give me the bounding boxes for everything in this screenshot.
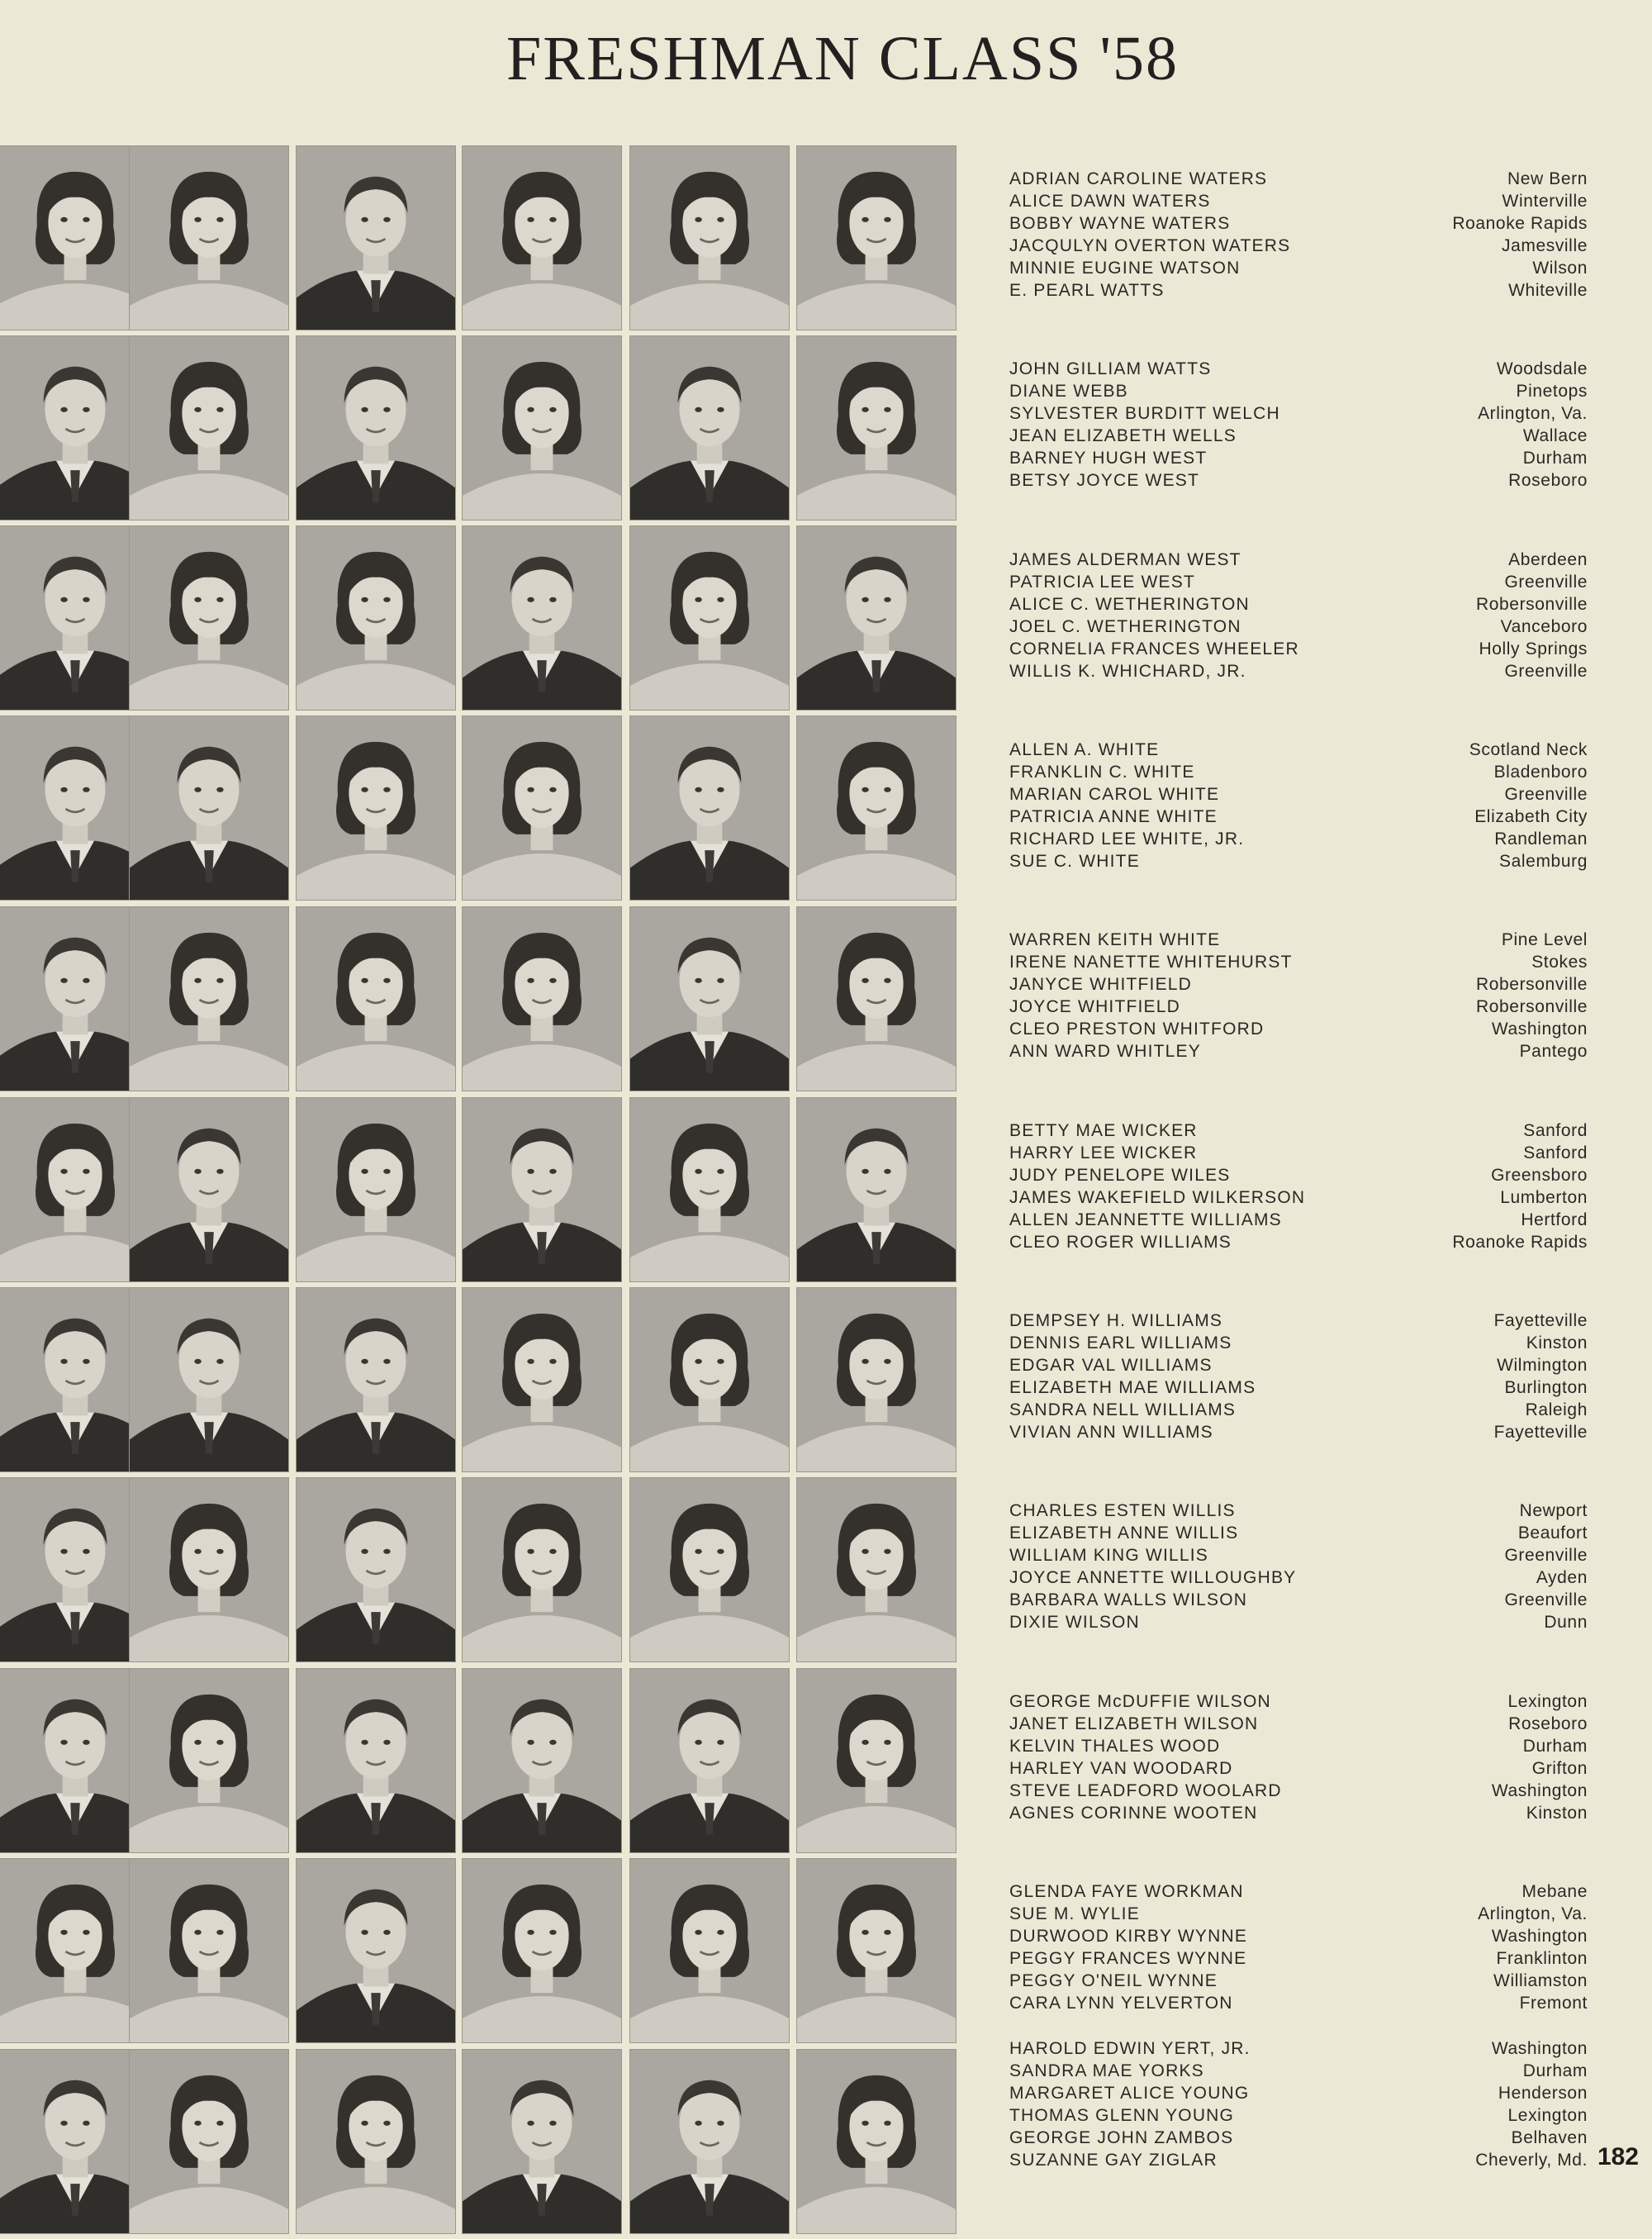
- student-name: CHARLES ESTEN WILLIS: [1009, 1501, 1236, 1520]
- student-name: SUE M. WYLIE: [1009, 1904, 1140, 1923]
- student-name: HARLEY VAN WOODARD: [1009, 1759, 1233, 1778]
- list-item: [1009, 425, 1588, 447]
- list-item: [1009, 1713, 1588, 1735]
- student-portrait: [629, 145, 790, 330]
- list-item: [1009, 1970, 1588, 1992]
- student-name: JOYCE ANNETTE WILLOUGHBY: [1009, 1568, 1297, 1587]
- student-hometown: Fayetteville: [1493, 1423, 1588, 1442]
- student-hometown: Greenville: [1504, 1590, 1588, 1609]
- student-hometown: Winterville: [1502, 192, 1588, 211]
- student-name: ALICE DAWN WATERS: [1009, 192, 1211, 211]
- student-name: JUDY PENELOPE WILES: [1009, 1166, 1231, 1185]
- list-item: [1009, 1399, 1588, 1421]
- student-name: BARBARA WALLS WILSON: [1009, 1590, 1248, 1609]
- list-item: [1009, 1376, 1588, 1399]
- student-hometown: Hertford: [1521, 1210, 1588, 1229]
- student-portrait: [129, 335, 289, 521]
- student-name: JOYCE WHITFIELD: [1009, 997, 1181, 1016]
- list-item: [1009, 806, 1588, 828]
- name-group: [1009, 358, 1588, 548]
- list-item: [1009, 1421, 1588, 1443]
- list-item: [1009, 2127, 1588, 2149]
- student-name: GLENDA FAYE WORKMAN: [1009, 1882, 1244, 1901]
- student-portrait: [296, 2049, 456, 2234]
- page-number: 182: [1597, 2143, 1639, 2170]
- list-item: [1009, 2060, 1588, 2082]
- list-item: [1009, 1947, 1588, 1970]
- portrait-row: [0, 145, 966, 335]
- student-portrait: [129, 906, 289, 1091]
- student-hometown: Bladenboro: [1493, 763, 1588, 782]
- student-portrait: [796, 1287, 957, 1472]
- student-portrait: [796, 525, 957, 711]
- student-name: GEORGE JOHN ZAMBOS: [1009, 2128, 1234, 2147]
- list-item: [1009, 1310, 1588, 1332]
- student-name: WILLIAM KING WILLIS: [1009, 1546, 1209, 1565]
- student-hometown: Roseboro: [1508, 1714, 1588, 1733]
- list-item: [1009, 1992, 1588, 2014]
- list-item: [1009, 593, 1588, 616]
- student-hometown: Kinston: [1526, 1333, 1588, 1352]
- student-name: SANDRA MAE YORKS: [1009, 2061, 1204, 2080]
- student-hometown: Holly Springs: [1479, 639, 1588, 658]
- student-hometown: Robersonville: [1475, 595, 1588, 614]
- portrait-row: [0, 2049, 966, 2239]
- name-group: [1009, 929, 1588, 1119]
- list-item: [1009, 929, 1588, 951]
- portrait-row: [0, 715, 966, 906]
- student-name: ELIZABETH ANNE WILLIS: [1009, 1524, 1239, 1543]
- student-portrait: [462, 1477, 622, 1662]
- student-portrait: [629, 1097, 790, 1282]
- list-item: [1009, 761, 1588, 783]
- list-item: [1009, 571, 1588, 593]
- name-group: [1009, 168, 1588, 358]
- student-portrait: [296, 335, 456, 521]
- student-portrait: [129, 1287, 289, 1472]
- student-hometown: Scotland Neck: [1469, 740, 1588, 759]
- student-hometown: Raleigh: [1525, 1400, 1588, 1419]
- student-hometown: Burlington: [1504, 1378, 1588, 1397]
- student-name: ALLEN A. WHITE: [1009, 740, 1160, 759]
- student-name: MARIAN CAROL WHITE: [1009, 785, 1220, 804]
- student-name: PEGGY O'NEIL WYNNE: [1009, 1971, 1218, 1990]
- student-hometown: Washington: [1491, 1927, 1588, 1946]
- student-portrait: [462, 1858, 622, 2043]
- student-portrait: [129, 2049, 289, 2234]
- name-group: [1009, 549, 1588, 739]
- student-name: JEAN ELIZABETH WELLS: [1009, 426, 1237, 445]
- student-portrait: [796, 2049, 957, 2234]
- list-item: [1009, 1735, 1588, 1757]
- student-name: E. PEARL WATTS: [1009, 281, 1165, 300]
- student-portrait: [796, 145, 957, 330]
- student-name: JAMES WAKEFIELD WILKERSON: [1009, 1188, 1306, 1207]
- student-hometown: Arlington, Va.: [1478, 1904, 1588, 1923]
- student-portrait: [296, 715, 456, 901]
- student-hometown: Washington: [1491, 2039, 1588, 2058]
- student-name: SUE C. WHITE: [1009, 852, 1140, 871]
- student-portrait: [629, 1477, 790, 1662]
- student-name: BOBBY WAYNE WATERS: [1009, 214, 1231, 233]
- list-item: [1009, 1231, 1588, 1253]
- list-item: [1009, 2149, 1588, 2171]
- student-name: CARA LYNN YELVERTON: [1009, 1994, 1233, 2013]
- student-name: SYLVESTER BURDITT WELCH: [1009, 404, 1280, 423]
- list-item: [1009, 1544, 1588, 1566]
- student-portrait: [129, 1477, 289, 1662]
- student-hometown: Roseboro: [1508, 471, 1588, 490]
- name-group: [1009, 1500, 1588, 1690]
- student-hometown: Durham: [1522, 1737, 1588, 1756]
- student-portrait: [296, 145, 456, 330]
- list-item: [1009, 850, 1588, 872]
- student-portrait: [296, 1858, 456, 2043]
- student-hometown: Sanford: [1523, 1121, 1588, 1140]
- list-item: [1009, 1589, 1588, 1611]
- student-portrait: [462, 2049, 622, 2234]
- student-portrait: [462, 906, 622, 1091]
- list-item: [1009, 1040, 1588, 1062]
- student-name: WARREN KEITH WHITE: [1009, 930, 1221, 949]
- list-item: [1009, 1120, 1588, 1142]
- student-portrait: [629, 2049, 790, 2234]
- student-hometown: Pantego: [1519, 1042, 1588, 1061]
- student-hometown: Durham: [1522, 2061, 1588, 2080]
- student-hometown: Lexington: [1507, 2106, 1588, 2125]
- student-hometown: Robersonville: [1475, 975, 1588, 994]
- student-name: JAMES ALDERMAN WEST: [1009, 550, 1241, 569]
- list-item: [1009, 190, 1588, 212]
- list-item: [1009, 739, 1588, 761]
- student-hometown: Kinston: [1526, 1804, 1588, 1823]
- name-group: [1009, 2037, 1588, 2227]
- student-hometown: Greenville: [1504, 1546, 1588, 1565]
- student-hometown: Roanoke Rapids: [1452, 1233, 1588, 1252]
- student-portrait: [129, 525, 289, 711]
- portrait-row: [0, 1668, 966, 1858]
- student-hometown: Belhaven: [1511, 2128, 1588, 2147]
- student-hometown: Ayden: [1536, 1568, 1588, 1587]
- student-hometown: Wallace: [1522, 426, 1588, 445]
- student-name: DIANE WEBB: [1009, 382, 1128, 401]
- name-group: [1009, 739, 1588, 929]
- student-name: BARNEY HUGH WEST: [1009, 449, 1208, 468]
- list-item: [1009, 660, 1588, 682]
- student-name: AGNES CORINNE WOOTEN: [1009, 1804, 1258, 1823]
- student-portrait: [796, 1668, 957, 1853]
- student-portrait: [629, 1668, 790, 1853]
- student-portrait: [296, 1477, 456, 1662]
- list-item: [1009, 1209, 1588, 1231]
- list-item: [1009, 380, 1588, 402]
- portrait-row: [0, 525, 966, 715]
- student-portrait: [796, 1858, 957, 2043]
- list-item: [1009, 1142, 1588, 1164]
- student-name: BETTY MAE WICKER: [1009, 1121, 1198, 1140]
- list-item: [1009, 1522, 1588, 1544]
- student-name: CLEO ROGER WILLIAMS: [1009, 1233, 1232, 1252]
- list-item: [1009, 2082, 1588, 2104]
- student-name: THOMAS GLENN YOUNG: [1009, 2106, 1235, 2125]
- list-item: [1009, 549, 1588, 571]
- list-item: [1009, 1611, 1588, 1633]
- student-hometown: Greenville: [1504, 573, 1588, 592]
- student-name: ELIZABETH MAE WILLIAMS: [1009, 1378, 1256, 1397]
- student-portrait: [462, 525, 622, 711]
- student-hometown: Dunn: [1544, 1613, 1588, 1632]
- student-hometown: Salemburg: [1499, 852, 1588, 871]
- student-portrait: [129, 1097, 289, 1282]
- student-name: VIVIAN ANN WILLIAMS: [1009, 1423, 1213, 1442]
- student-portrait: [129, 1668, 289, 1853]
- student-hometown: Pine Level: [1501, 930, 1588, 949]
- student-name: FRANKLIN C. WHITE: [1009, 763, 1195, 782]
- student-portrait: [629, 335, 790, 521]
- list-item: [1009, 279, 1588, 302]
- list-item: [1009, 1164, 1588, 1186]
- portrait-row: [0, 1287, 966, 1477]
- student-portrait: [796, 335, 957, 521]
- portrait-row: [0, 1097, 966, 1287]
- student-name: ALLEN JEANNETTE WILLIAMS: [1009, 1210, 1282, 1229]
- list-item: [1009, 358, 1588, 380]
- list-item: [1009, 828, 1588, 850]
- student-portrait: [629, 525, 790, 711]
- student-name: MARGARET ALICE YOUNG: [1009, 2084, 1250, 2103]
- student-hometown: Lexington: [1507, 1692, 1588, 1711]
- student-name: JANYCE WHITFIELD: [1009, 975, 1193, 994]
- student-name: WILLIS K. WHICHARD, JR.: [1009, 662, 1246, 681]
- list-item: [1009, 1880, 1588, 1903]
- student-name: JOEL C. WETHERINGTON: [1009, 617, 1241, 636]
- list-item: [1009, 2037, 1588, 2060]
- student-name: EDGAR VAL WILLIAMS: [1009, 1356, 1213, 1375]
- student-hometown: Sanford: [1523, 1143, 1588, 1162]
- page-title: FRESHMAN CLASS '58: [506, 24, 1180, 93]
- list-item: [1009, 1903, 1588, 1925]
- student-name: DEMPSEY H. WILLIAMS: [1009, 1311, 1223, 1330]
- student-hometown: Williamston: [1493, 1971, 1588, 1990]
- student-hometown: Fremont: [1519, 1994, 1588, 2013]
- list-item: [1009, 469, 1588, 492]
- student-name: HAROLD EDWIN YERT, JR.: [1009, 2039, 1251, 2058]
- student-name: CORNELIA FRANCES WHEELER: [1009, 639, 1299, 658]
- student-name: SANDRA NELL WILLIAMS: [1009, 1400, 1237, 1419]
- list-item: [1009, 951, 1588, 973]
- name-group: [1009, 1690, 1588, 1880]
- list-item: [1009, 1018, 1588, 1040]
- student-portrait: [796, 1477, 957, 1662]
- student-name: JACQULYN OVERTON WATERS: [1009, 236, 1291, 255]
- student-hometown: Wilmington: [1497, 1356, 1588, 1375]
- portrait-row: [0, 335, 966, 525]
- student-portrait: [129, 1858, 289, 2043]
- student-portrait: [796, 715, 957, 901]
- student-hometown: Beaufort: [1517, 1524, 1588, 1543]
- student-hometown: Greenville: [1504, 662, 1588, 681]
- student-name: DENNIS EARL WILLIAMS: [1009, 1333, 1232, 1352]
- student-name: IRENE NANETTE WHITEHURST: [1009, 953, 1293, 972]
- student-hometown: Randleman: [1494, 830, 1588, 849]
- portrait-row: [0, 1858, 966, 2048]
- student-portrait: [296, 1668, 456, 1853]
- student-portrait: [296, 1287, 456, 1472]
- student-name: PEGGY FRANCES WYNNE: [1009, 1949, 1247, 1968]
- student-hometown: Franklinton: [1496, 1949, 1588, 1968]
- portrait-row: [0, 1477, 966, 1667]
- student-portrait: [296, 906, 456, 1091]
- student-hometown: Greenville: [1504, 785, 1588, 804]
- student-portrait: [629, 906, 790, 1091]
- list-item: [1009, 257, 1588, 279]
- list-item: [1009, 1186, 1588, 1209]
- student-hometown: Lumberton: [1500, 1188, 1588, 1207]
- list-item: [1009, 1354, 1588, 1376]
- student-hometown: Vanceboro: [1500, 617, 1588, 636]
- list-item: [1009, 1802, 1588, 1824]
- student-portrait: [796, 906, 957, 1091]
- list-item: [1009, 973, 1588, 996]
- list-item: [1009, 402, 1588, 425]
- student-name: STEVE LEADFORD WOOLARD: [1009, 1781, 1282, 1800]
- student-portrait: [296, 525, 456, 711]
- student-portrait: [796, 1097, 957, 1282]
- student-hometown: Woodsdale: [1496, 359, 1588, 378]
- student-hometown: Mebane: [1521, 1882, 1588, 1901]
- student-hometown: Wilson: [1532, 259, 1588, 278]
- student-name: SUZANNE GAY ZIGLAR: [1009, 2151, 1218, 2170]
- student-name: RICHARD LEE WHITE, JR.: [1009, 830, 1245, 849]
- student-portrait: [462, 1097, 622, 1282]
- student-portrait: [462, 335, 622, 521]
- student-hometown: Pinetops: [1516, 382, 1588, 401]
- student-hometown: Washington: [1491, 1020, 1588, 1039]
- list-item: [1009, 1500, 1588, 1522]
- student-hometown: Arlington, Va.: [1478, 404, 1588, 423]
- student-hometown: Aberdeen: [1508, 550, 1588, 569]
- list-item: [1009, 616, 1588, 638]
- student-hometown: Cheverly, Md.: [1475, 2151, 1588, 2170]
- student-hometown: Henderson: [1498, 2084, 1588, 2103]
- student-name: MINNIE EUGINE WATSON: [1009, 259, 1241, 278]
- student-name: HARRY LEE WICKER: [1009, 1143, 1198, 1162]
- student-portrait: [129, 145, 289, 330]
- student-portrait: [462, 1668, 622, 1853]
- portrait-row: [0, 906, 966, 1096]
- list-item: [1009, 783, 1588, 806]
- list-item: [1009, 212, 1588, 235]
- student-hometown: Roanoke Rapids: [1452, 214, 1588, 233]
- list-item: [1009, 1690, 1588, 1713]
- name-group: [1009, 1310, 1588, 1500]
- student-hometown: Washington: [1491, 1781, 1588, 1800]
- student-hometown: Jamesville: [1501, 236, 1588, 255]
- name-group: [1009, 1120, 1588, 1310]
- student-hometown: Grifton: [1531, 1759, 1588, 1778]
- student-name: JANET ELIZABETH WILSON: [1009, 1714, 1259, 1733]
- student-name: GEORGE McDUFFIE WILSON: [1009, 1692, 1271, 1711]
- list-item: [1009, 1566, 1588, 1589]
- list-item: [1009, 168, 1588, 190]
- student-name: PATRICIA LEE WEST: [1009, 573, 1195, 592]
- student-name: KELVIN THALES WOOD: [1009, 1737, 1221, 1756]
- student-hometown: New Bern: [1507, 169, 1588, 188]
- student-hometown: Robersonville: [1475, 997, 1588, 1016]
- student-portrait: [462, 145, 622, 330]
- list-item: [1009, 638, 1588, 660]
- student-portrait: [462, 1287, 622, 1472]
- student-hometown: Newport: [1519, 1501, 1588, 1520]
- list-item: [1009, 1332, 1588, 1354]
- list-item: [1009, 2104, 1588, 2127]
- student-name: DURWOOD KIRBY WYNNE: [1009, 1927, 1248, 1946]
- list-item: [1009, 1780, 1588, 1802]
- student-hometown: Greensboro: [1491, 1166, 1588, 1185]
- student-portrait: [629, 1858, 790, 2043]
- student-hometown: Fayetteville: [1493, 1311, 1588, 1330]
- student-name: ANN WARD WHITLEY: [1009, 1042, 1201, 1061]
- student-portrait: [296, 1097, 456, 1282]
- student-portrait: [629, 1287, 790, 1472]
- student-name: DIXIE WILSON: [1009, 1613, 1140, 1632]
- student-hometown: Elizabeth City: [1474, 807, 1588, 826]
- list-item: [1009, 1757, 1588, 1780]
- student-name: ADRIAN CAROLINE WATERS: [1009, 169, 1268, 188]
- student-name: CLEO PRESTON WHITFORD: [1009, 1020, 1265, 1039]
- student-name: BETSY JOYCE WEST: [1009, 471, 1200, 490]
- student-hometown: Whiteville: [1508, 281, 1588, 300]
- student-name: ALICE C. WETHERINGTON: [1009, 595, 1250, 614]
- list-item: [1009, 1925, 1588, 1947]
- student-portrait: [629, 715, 790, 901]
- list-item: [1009, 235, 1588, 257]
- student-hometown: Durham: [1522, 449, 1588, 468]
- student-name: JOHN GILLIAM WATTS: [1009, 359, 1212, 378]
- student-name: PATRICIA ANNE WHITE: [1009, 807, 1218, 826]
- student-portrait: [462, 715, 622, 901]
- student-hometown: Stokes: [1531, 953, 1588, 972]
- list-item: [1009, 996, 1588, 1018]
- student-portrait: [129, 715, 289, 901]
- list-item: [1009, 447, 1588, 469]
